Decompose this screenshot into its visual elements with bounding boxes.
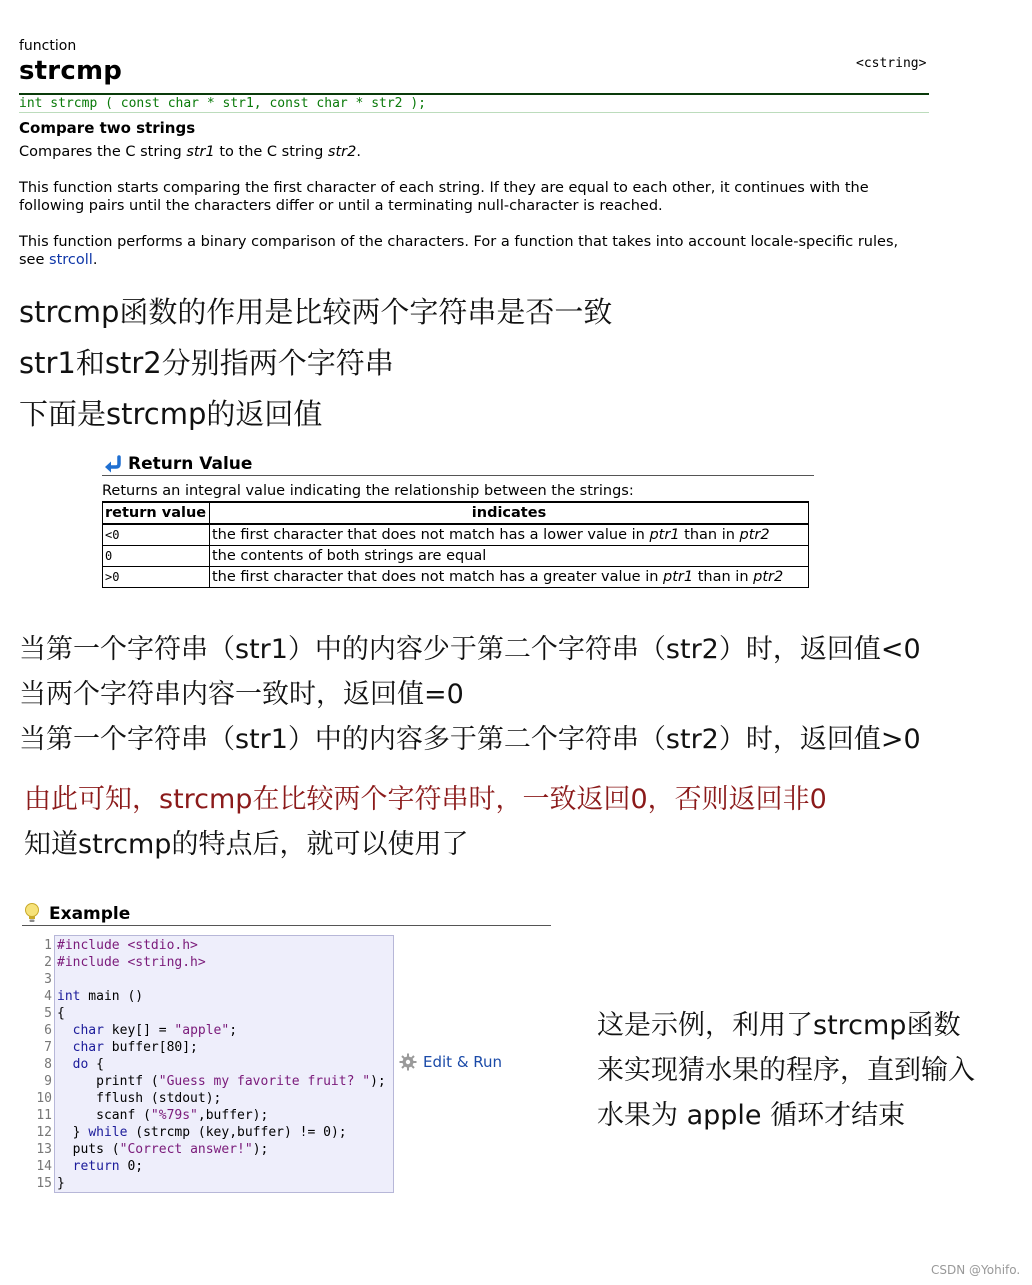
- entity-kind: function: [19, 38, 77, 54]
- indicates-cell: [210, 524, 809, 546]
- cell-text: than in: [693, 569, 754, 585]
- example-divider: [22, 925, 551, 926]
- line-number: 7: [44, 1040, 52, 1055]
- p3-text-end: .: [92, 252, 98, 268]
- line-number: 1: [44, 938, 52, 953]
- function-prototype: int strcmp ( const char * str1, const char * str2 );: [19, 96, 929, 113]
- summary-title: Compare two strings: [19, 119, 196, 137]
- cell-text: the contents of both strings are equal: [212, 548, 487, 564]
- table-row: [103, 567, 809, 588]
- page-title: strcmp: [19, 56, 123, 86]
- line-number: 13: [36, 1142, 52, 1157]
- line-number: 9: [44, 1074, 52, 1089]
- comparison-less: 当第一个字符串（str1）中的内容少于第二个字符串（str2）时，返回值<0: [19, 634, 921, 665]
- edit-and-run-label: Edit & Run: [423, 1053, 503, 1071]
- code-line: int main (): [57, 989, 144, 1004]
- cell-param: ptr1: [649, 527, 680, 543]
- conclusion-line: 知道strcmp的特点后，就可以使用了: [24, 829, 469, 860]
- code-line: }: [57, 1176, 65, 1191]
- code-line-numbers: [30, 937, 52, 1192]
- cell-param: ptr2: [739, 527, 770, 543]
- cell-text: the first character that does not match has a lower value in: [212, 527, 650, 543]
- cell-param: ptr1: [663, 569, 694, 585]
- table-row: [103, 524, 809, 546]
- code-line: char buffer[80];: [72, 1040, 198, 1055]
- p1-text-end: .: [356, 144, 361, 160]
- line-number: 14: [36, 1159, 52, 1174]
- indicates-cell: [210, 546, 809, 567]
- code-line: scanf ("%79s",buffer);: [57, 1108, 269, 1123]
- summary-paragraph-2: This function starts comparing the first character of each string. If they are equal to each other, it continues with the following pairs until the characters differ or until a terminating null-character is reached.: [19, 180, 869, 214]
- table-header-row: [103, 502, 809, 524]
- edit-and-run-link[interactable]: [399, 1053, 502, 1071]
- cell-param: ptr2: [753, 569, 784, 585]
- header-file-tag: <cstring>: [856, 56, 927, 71]
- code-line: {: [57, 1006, 65, 1021]
- explanation-line: 来实现猜水果的程序，直到输入: [597, 1055, 975, 1086]
- return-value-title: Return Value: [128, 454, 253, 474]
- line-number: 8: [44, 1057, 52, 1072]
- column-header-indicates: indicates: [210, 502, 809, 524]
- code-line: #include <string.h>: [57, 955, 206, 970]
- code-line: } while (strcmp (key,buffer) != 0);: [57, 1125, 347, 1140]
- example-title: Example: [49, 904, 131, 924]
- lightbulb-icon: [22, 902, 42, 924]
- strcoll-link[interactable]: strcoll: [49, 252, 93, 268]
- gear-icon: [399, 1053, 417, 1071]
- column-header-return-value: return value: [103, 502, 210, 524]
- return-value-description: Returns an integral value indicating the relationship between the strings:: [102, 483, 634, 499]
- note-line-2: str1和str2分别指两个字符串: [19, 346, 394, 380]
- line-number: 10: [36, 1091, 52, 1106]
- comparison-equal: 当两个字符串内容一致时，返回值=0: [19, 679, 464, 710]
- p1-text-mid: to the C string: [214, 144, 328, 160]
- return-code-cell: >0: [103, 567, 210, 588]
- code-line: char key[] = "apple";: [72, 1023, 238, 1038]
- cell-text: than in: [679, 527, 740, 543]
- line-number: 6: [44, 1023, 52, 1038]
- code-line: printf ("Guess my favorite fruit? ");: [57, 1074, 386, 1089]
- watermark: CSDN @Yohifo.: [931, 1263, 1021, 1277]
- conclusion-highlight: 由此可知，strcmp在比较两个字符串时，一致返回0，否则返回非0: [24, 784, 827, 815]
- summary-paragraph-3: [19, 233, 919, 269]
- line-number: 2: [44, 955, 52, 970]
- prototype-divider: [19, 93, 929, 95]
- line-number: 4: [44, 989, 52, 1004]
- code-lines: [57, 937, 386, 1192]
- example-explanation: [597, 1003, 1017, 1138]
- line-number: 5: [44, 1006, 52, 1021]
- explanation-line: 这是示例，利用了strcmp函数: [597, 1010, 961, 1041]
- return-arrow-icon: [103, 454, 123, 474]
- line-number: 11: [36, 1108, 52, 1123]
- explanation-line: 水果为 apple 循环才结束: [597, 1100, 906, 1131]
- return-value-table: [102, 501, 809, 588]
- code-line: return 0;: [72, 1159, 144, 1174]
- line-number: 3: [44, 972, 52, 987]
- p1-param-str1: str1: [186, 144, 215, 160]
- summary-paragraph-1: [19, 143, 919, 161]
- p3-text: This function performs a binary comparison of the characters. For a function that takes into account locale-specific rules, see: [19, 234, 899, 268]
- return-code-cell: <0: [103, 524, 210, 546]
- code-line: fflush (stdout);: [57, 1091, 222, 1106]
- return-code-cell: 0: [103, 546, 210, 567]
- line-number: 12: [36, 1125, 52, 1140]
- note-line-1: strcmp函数的作用是比较两个字符串是否一致: [19, 295, 613, 329]
- code-line: [57, 971, 386, 988]
- return-value-divider: [102, 475, 814, 476]
- note-line-3: 下面是strcmp的返回值: [19, 397, 323, 431]
- cell-text: the first character that does not match has a greater value in: [212, 569, 664, 585]
- p1-text: Compares the C string: [19, 144, 187, 160]
- table-row: [103, 546, 809, 567]
- line-number: 15: [36, 1176, 52, 1191]
- p1-param-str2: str2: [327, 144, 357, 160]
- code-line: puts ("Correct answer!");: [57, 1142, 269, 1157]
- code-line: do {: [72, 1057, 104, 1072]
- comparison-greater: 当第一个字符串（str1）中的内容多于第二个字符串（str2）时，返回值>0: [19, 724, 921, 755]
- code-line: #include <stdio.h>: [57, 938, 198, 953]
- indicates-cell: [210, 567, 809, 588]
